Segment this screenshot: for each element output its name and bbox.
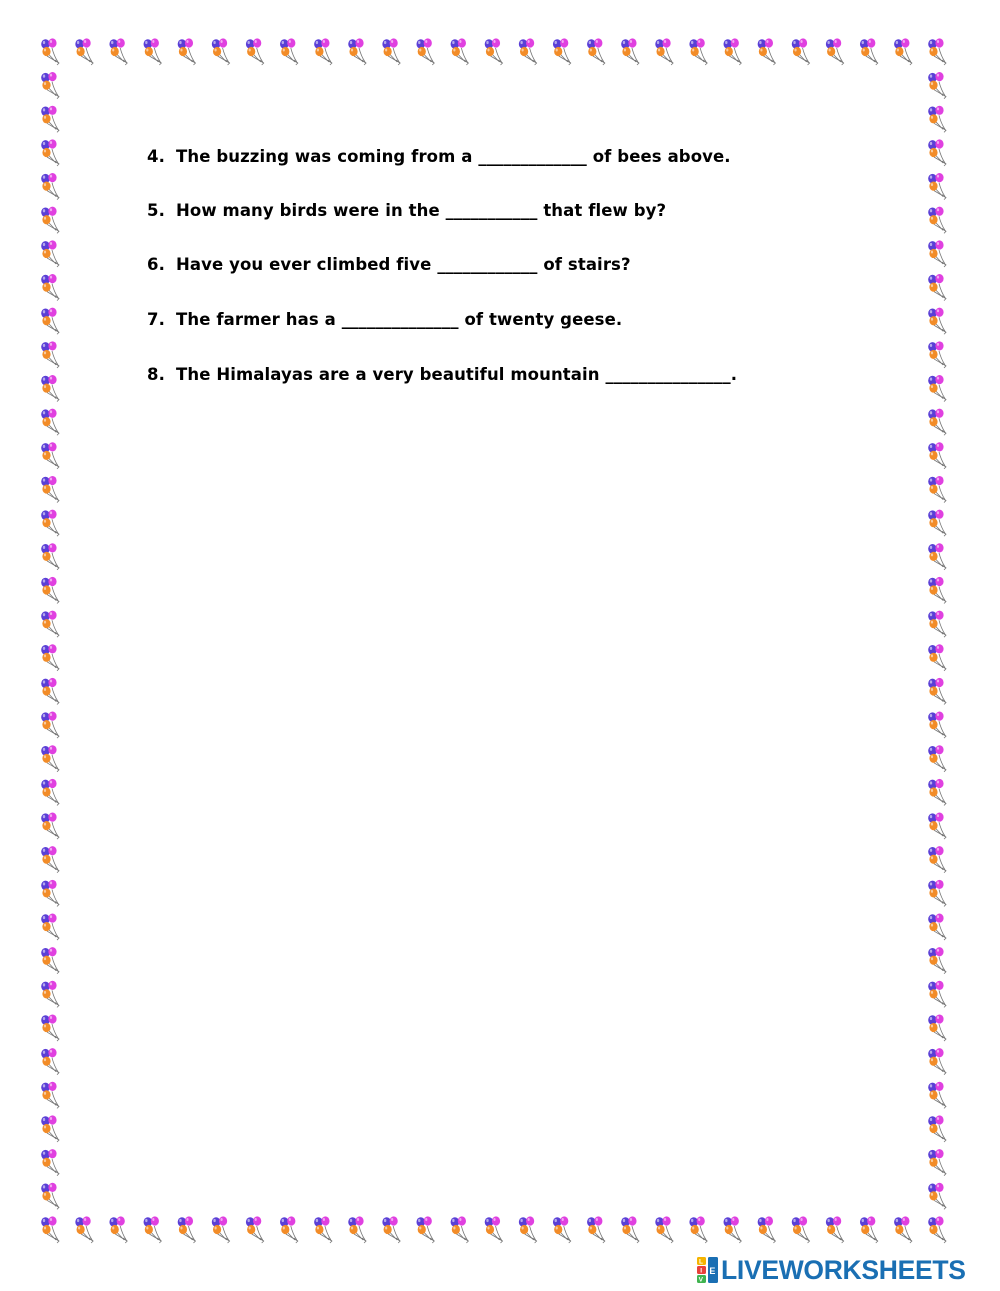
balloon-bunch-icon	[41, 207, 59, 234]
balloon-bunch-icon	[382, 38, 400, 65]
balloon-bunch-icon	[928, 375, 946, 402]
question-item	[147, 255, 631, 274]
question-item	[147, 147, 731, 166]
balloon-bunch-icon	[792, 38, 810, 65]
balloon-bunch-icon	[724, 1216, 742, 1243]
balloon-bunch-icon	[928, 611, 946, 638]
balloon-bunch-icon	[621, 38, 639, 65]
balloon-bunch-icon	[689, 38, 707, 65]
question-number: 8.	[147, 365, 165, 384]
balloon-bunch-icon	[144, 38, 162, 65]
balloon-bunch-icon	[928, 543, 946, 570]
balloon-bunch-icon	[382, 1216, 400, 1243]
balloon-bunch-icon	[416, 38, 434, 65]
question-text-before: The farmer has a	[176, 310, 342, 329]
balloon-bunch-icon	[587, 1216, 605, 1243]
liveworksheets-brand	[697, 1255, 966, 1285]
balloon-bunch-icon	[41, 644, 59, 671]
balloon-bunch-icon	[928, 1216, 946, 1243]
question-text-after: of twenty geese.	[458, 310, 623, 329]
balloon-bunch-icon	[280, 38, 298, 65]
balloon-bunch-icon	[416, 1216, 434, 1243]
balloon-bunch-icon	[928, 846, 946, 873]
svg-text:E: E	[709, 1266, 716, 1276]
question-number: 6.	[147, 255, 165, 274]
balloon-bunch-icon	[724, 38, 742, 65]
balloon-bunch-icon	[928, 981, 946, 1008]
balloon-bunch-icon	[928, 139, 946, 166]
balloon-bunch-icon	[928, 72, 946, 99]
question-number: 5.	[147, 201, 165, 220]
question-text-before: The buzzing was coming from a	[176, 147, 479, 166]
balloon-bunch-icon	[144, 1216, 162, 1243]
balloon-bunch-icon	[826, 1216, 844, 1243]
balloon-bunch-icon	[41, 1149, 59, 1176]
balloon-bunch-icon	[41, 913, 59, 940]
balloon-bunch-icon	[41, 1014, 59, 1041]
question-number: 7.	[147, 310, 165, 329]
balloon-bunch-icon	[928, 476, 946, 503]
balloon-bunch-icon	[928, 308, 946, 335]
balloon-bunch-icon	[553, 1216, 571, 1243]
balloon-bunch-icon	[928, 442, 946, 469]
balloon-bunch-icon	[519, 1216, 537, 1243]
balloon-bunch-icon	[928, 577, 946, 604]
question-text-after: that flew by?	[537, 201, 667, 220]
balloon-bunch-icon	[928, 1183, 946, 1210]
balloon-bunch-icon	[928, 1082, 946, 1109]
balloon-bunch-icon	[928, 240, 946, 267]
balloon-bunch-icon	[928, 409, 946, 436]
balloon-bunch-icon	[894, 38, 912, 65]
svg-text:L: L	[699, 1258, 703, 1266]
balloon-bunch-icon	[41, 139, 59, 166]
balloon-bunch-icon	[41, 1115, 59, 1142]
balloon-bunch-icon	[655, 1216, 673, 1243]
answer-blank[interactable]: _______________	[605, 365, 731, 384]
balloon-bunch-icon	[314, 1216, 332, 1243]
balloon-bunch-icon	[246, 1216, 264, 1243]
balloon-bunch-icon	[41, 813, 59, 840]
balloon-bunch-icon	[451, 38, 469, 65]
balloon-bunch-icon	[41, 442, 59, 469]
answer-blank[interactable]: _____________	[478, 147, 587, 166]
balloon-bunch-icon	[519, 38, 537, 65]
question-text-before: Have you ever climbed five	[176, 255, 438, 274]
question-number: 4.	[147, 147, 165, 166]
answer-blank[interactable]: ___________	[445, 201, 538, 220]
balloon-bunch-icon	[928, 1014, 946, 1041]
balloon-bunch-icon	[928, 173, 946, 200]
balloon-bunch-icon	[348, 38, 366, 65]
balloon-bunch-icon	[928, 207, 946, 234]
balloon-bunch-icon	[109, 38, 127, 65]
balloon-bunch-icon	[41, 106, 59, 133]
balloon-bunch-icon	[212, 1216, 230, 1243]
question-text-after: .	[730, 365, 738, 384]
balloon-bunch-icon	[928, 779, 946, 806]
question-text-before: How many birds were in the	[176, 201, 446, 220]
balloon-bunch-icon	[41, 611, 59, 638]
balloon-bunch-icon	[41, 1082, 59, 1109]
question-item	[147, 365, 737, 384]
balloon-bunch-icon	[178, 1216, 196, 1243]
balloon-bunch-icon	[41, 476, 59, 503]
balloon-bunch-icon	[928, 106, 946, 133]
balloon-bunch-icon	[928, 510, 946, 537]
balloon-bunch-icon	[928, 947, 946, 974]
balloon-bunch-icon	[928, 274, 946, 301]
answer-blank[interactable]: ______________	[341, 310, 459, 329]
balloon-bunch-icon	[928, 880, 946, 907]
balloon-bunch-icon	[451, 1216, 469, 1243]
balloon-bunch-icon	[41, 409, 59, 436]
balloon-bunch-icon	[41, 543, 59, 570]
balloon-bunch-icon	[928, 38, 946, 65]
question-item	[147, 201, 666, 220]
balloon-bunch-icon	[758, 38, 776, 65]
balloon-bunch-icon	[655, 38, 673, 65]
brand-name: LIVEWORKSHEETS	[721, 1255, 966, 1285]
balloon-bunch-icon	[792, 1216, 810, 1243]
balloon-bunch-icon	[41, 1048, 59, 1075]
balloon-bunch-icon	[75, 38, 93, 65]
balloon-bunch-icon	[928, 712, 946, 739]
balloon-bunch-icon	[41, 173, 59, 200]
balloon-bunch-icon	[928, 813, 946, 840]
balloon-bunch-icon	[41, 577, 59, 604]
balloon-bunch-icon	[41, 240, 59, 267]
balloon-bunch-icon	[928, 1048, 946, 1075]
balloon-bunch-icon	[41, 880, 59, 907]
balloon-bunch-icon	[553, 38, 571, 65]
balloon-bunch-icon	[41, 510, 59, 537]
liveworksheets-logo-icon	[697, 1257, 719, 1283]
balloon-bunch-icon	[41, 712, 59, 739]
balloon-bunch-icon	[621, 1216, 639, 1243]
balloon-bunch-icon	[314, 38, 332, 65]
balloon-bunch-icon	[41, 678, 59, 705]
answer-blank[interactable]: ____________	[437, 255, 538, 274]
balloon-bunch-icon	[928, 644, 946, 671]
balloon-bunch-icon	[246, 38, 264, 65]
question-text-after: of bees above.	[586, 147, 731, 166]
balloon-bunch-icon	[928, 745, 946, 772]
balloon-bunch-icon	[928, 1149, 946, 1176]
balloon-bunch-icon	[41, 274, 59, 301]
balloon-bunch-icon	[348, 1216, 366, 1243]
balloon-bunch-icon	[894, 1216, 912, 1243]
balloon-bunch-icon	[41, 375, 59, 402]
balloon-bunch-icon	[109, 1216, 127, 1243]
balloon-bunch-icon	[178, 38, 196, 65]
svg-text:I: I	[700, 1267, 703, 1275]
balloon-bunch-icon	[212, 38, 230, 65]
svg-text:V: V	[698, 1276, 703, 1283]
balloon-bunch-icon	[826, 38, 844, 65]
balloon-bunch-icon	[928, 1115, 946, 1142]
balloon-bunch-icon	[41, 947, 59, 974]
balloon-bunch-icon	[485, 1216, 503, 1243]
balloon-bunch-icon	[41, 38, 59, 65]
balloon-bunch-icon	[860, 1216, 878, 1243]
question-item	[147, 310, 622, 329]
balloon-bunch-icon	[75, 1216, 93, 1243]
balloon-bunch-icon	[41, 1183, 59, 1210]
balloon-bunch-icon	[485, 38, 503, 65]
balloon-bunch-icon	[41, 72, 59, 99]
balloon-bunch-icon	[41, 341, 59, 368]
balloon-bunch-icon	[689, 1216, 707, 1243]
balloon-bunch-icon	[41, 308, 59, 335]
balloon-bunch-icon	[280, 1216, 298, 1243]
balloon-bunch-icon	[587, 38, 605, 65]
balloon-bunch-icon	[41, 745, 59, 772]
balloon-bunch-icon	[758, 1216, 776, 1243]
balloon-bunch-icon	[860, 38, 878, 65]
balloon-bunch-icon	[41, 846, 59, 873]
balloon-bunch-icon	[928, 913, 946, 940]
balloon-bunch-icon	[41, 779, 59, 806]
balloon-bunch-icon	[41, 981, 59, 1008]
balloon-bunch-icon	[41, 1216, 59, 1243]
question-text-after: of stairs?	[537, 255, 631, 274]
balloon-bunch-icon	[928, 678, 946, 705]
balloon-bunch-icon	[928, 341, 946, 368]
question-text-before: The Himalayas are a very beautiful mountain	[176, 365, 606, 384]
